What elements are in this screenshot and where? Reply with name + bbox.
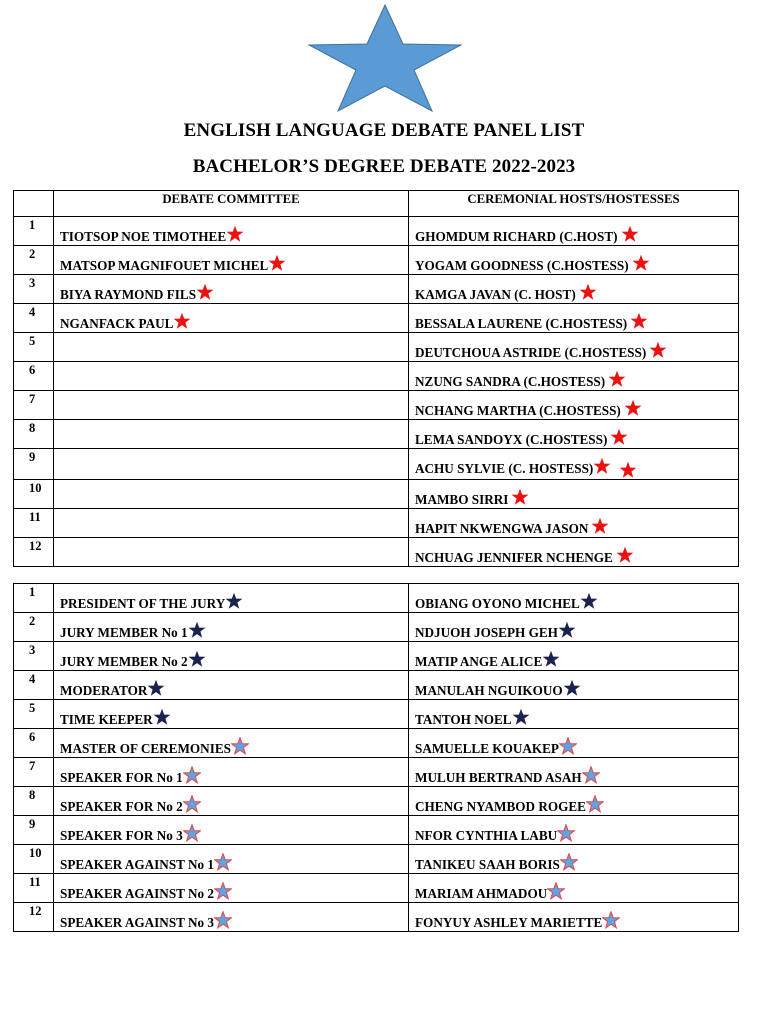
table-row [14, 758, 739, 787]
role-cell [54, 729, 409, 758]
name-cell [409, 729, 739, 758]
name-text: OBIANG OYONO MICHEL [415, 596, 580, 611]
table-row [14, 642, 739, 671]
role-cell [54, 509, 409, 538]
role-text: MATSOP MAGNIFOUET MICHEL [60, 258, 269, 273]
name-text: FONYUY ASHLEY MARIETTE [415, 915, 603, 930]
name-cell [409, 538, 739, 567]
table-row [14, 420, 739, 449]
blue-star-icon [231, 737, 249, 755]
red-star-icon [630, 312, 648, 330]
role-text: SPEAKER AGAINST No 3 [60, 915, 215, 930]
name-text: MANULAH NGUIKOUO [415, 683, 563, 698]
name-cell [409, 480, 739, 509]
table-row [14, 874, 739, 903]
name-cell [409, 217, 739, 246]
name-cell [409, 845, 739, 874]
table-row [14, 304, 739, 333]
role-cell [54, 816, 409, 845]
table-row [14, 391, 739, 420]
table-row [14, 449, 739, 480]
name-cell [409, 700, 739, 729]
role-cell [54, 845, 409, 874]
name-text: KAMGA JAVAN (C. HOST) [415, 287, 576, 302]
table-row [14, 671, 739, 700]
red-star-icon [173, 312, 191, 330]
header-ceremonial-hosts: CEREMONIAL HOSTS/HOSTESSES [409, 191, 739, 217]
row-number: 9 [14, 816, 54, 845]
header-debate-committee: DEBATE COMMITTEE [54, 191, 409, 217]
table-row [14, 729, 739, 758]
row-number: 8 [14, 420, 54, 449]
role-text: JURY MEMBER No 2 [60, 654, 188, 669]
row-number: 7 [14, 758, 54, 787]
role-text: SPEAKER FOR No 2 [60, 799, 183, 814]
name-text: CHENG NYAMBOD ROGEE [415, 799, 586, 814]
row-number: 12 [14, 538, 54, 567]
role-cell [54, 671, 409, 700]
red-star-icon [610, 428, 628, 446]
name-cell [409, 509, 739, 538]
blue-star-icon [559, 737, 577, 755]
table-row [14, 509, 739, 538]
red-star-icon [624, 399, 642, 417]
name-cell [409, 304, 739, 333]
red-star-icon [591, 517, 609, 535]
name-cell [409, 787, 739, 816]
name-text: NCHANG MARTHA (C.HOSTESS) [415, 403, 621, 418]
name-cell [409, 275, 739, 304]
role-cell [54, 584, 409, 613]
navy-star-icon [153, 708, 171, 726]
role-text: NGANFACK PAUL [60, 316, 174, 331]
table-row [14, 787, 739, 816]
role-cell [54, 642, 409, 671]
role-cell [54, 903, 409, 932]
role-text: TIME KEEPER [60, 712, 153, 727]
name-cell [409, 903, 739, 932]
table-header-row [14, 191, 739, 217]
role-cell [54, 449, 409, 480]
name-text: TANIKEU SAAH BORIS [415, 857, 560, 872]
name-cell [409, 758, 739, 787]
navy-star-icon [542, 650, 560, 668]
name-text: MAMBO SIRRI [415, 492, 509, 507]
role-cell [54, 758, 409, 787]
table-row [14, 845, 739, 874]
row-number: 5 [14, 700, 54, 729]
role-text: SPEAKER AGAINST No 2 [60, 886, 215, 901]
red-star-icon [619, 461, 637, 479]
name-text: ACHU SYLVIE (C. HOSTESS) [415, 461, 594, 476]
table-row [14, 584, 739, 613]
name-text: MULUH BERTRAND ASAH [415, 770, 582, 785]
blue-star-icon [582, 766, 600, 784]
red-star-icon [616, 546, 634, 564]
table-row [14, 480, 739, 509]
role-cell [54, 391, 409, 420]
row-number: 6 [14, 362, 54, 391]
blue-star-icon [183, 766, 201, 784]
row-number: 1 [14, 217, 54, 246]
row-number: 3 [14, 642, 54, 671]
table-row [14, 246, 739, 275]
role-text: BIYA RAYMOND FILS [60, 287, 197, 302]
navy-star-icon [512, 708, 530, 726]
header-number-cell [14, 191, 54, 217]
table-row [14, 903, 739, 932]
name-text: NCHUAG JENNIFER NCHENGE [415, 550, 613, 565]
blue-star-icon [560, 853, 578, 871]
blue-star-icon [214, 882, 232, 900]
role-cell [54, 304, 409, 333]
navy-star-icon [563, 679, 581, 697]
table-row [14, 275, 739, 304]
row-number: 4 [14, 671, 54, 700]
name-cell [409, 362, 739, 391]
navy-star-icon [188, 621, 206, 639]
blue-star-icon [183, 795, 201, 813]
table-row [14, 816, 739, 845]
role-cell [54, 787, 409, 816]
role-text: MODERATOR [60, 683, 148, 698]
document-title: ENGLISH LANGUAGE DEBATE PANEL LIST [183, 120, 585, 141]
role-text: SPEAKER FOR No 3 [60, 828, 183, 843]
row-number: 10 [14, 845, 54, 874]
red-star-icon [608, 370, 626, 388]
row-number: 11 [14, 509, 54, 538]
role-cell [54, 333, 409, 362]
name-cell [409, 391, 739, 420]
table-row [14, 333, 739, 362]
row-number: 5 [14, 333, 54, 362]
blue-star-icon [214, 853, 232, 871]
name-text: NDJUOH JOSEPH GEH [415, 625, 558, 640]
red-star-icon [226, 225, 244, 243]
table-row [14, 362, 739, 391]
committee-hosts-table [13, 190, 739, 567]
name-text: SAMUELLE KOUAKEP [415, 741, 559, 756]
blue-star-icon [547, 882, 565, 900]
navy-star-icon [558, 621, 576, 639]
name-cell [409, 816, 739, 845]
role-cell [54, 613, 409, 642]
role-cell [54, 217, 409, 246]
navy-star-icon [147, 679, 165, 697]
navy-star-icon [580, 592, 598, 610]
name-text: GHOMDUM RICHARD (C.HOST) [415, 229, 618, 244]
name-text: LEMA SANDOYX (C.HOSTESS) [415, 432, 608, 447]
name-cell [409, 449, 739, 480]
red-star-icon [579, 283, 597, 301]
table-row [14, 217, 739, 246]
name-cell [409, 642, 739, 671]
row-number: 6 [14, 729, 54, 758]
name-text: DEUTCHOUA ASTRIDE (C.HOSTESS) [415, 345, 647, 360]
red-star-icon [649, 341, 667, 359]
role-cell [54, 874, 409, 903]
role-cell [54, 700, 409, 729]
name-cell [409, 584, 739, 613]
name-text: HAPIT NKWENGWA JASON [415, 521, 589, 536]
row-number: 7 [14, 391, 54, 420]
role-text: PRESIDENT OF THE JURY [60, 596, 226, 611]
role-text: MASTER OF CEREMONIES [60, 741, 231, 756]
table-row [14, 700, 739, 729]
table-row [14, 613, 739, 642]
blue-star-icon [214, 911, 232, 929]
row-number: 1 [14, 584, 54, 613]
name-text: NZUNG SANDRA (C.HOSTESS) [415, 374, 606, 389]
name-text: BESSALA LAURENE (C.HOSTESS) [415, 316, 628, 331]
name-text: MARIAM AHMADOU [415, 886, 548, 901]
red-star-icon [511, 488, 529, 506]
role-text: JURY MEMBER No 1 [60, 625, 188, 640]
role-text: SPEAKER AGAINST No 1 [60, 857, 215, 872]
navy-star-icon [225, 592, 243, 610]
role-text: TIOTSOP NOE TIMOTHEE [60, 229, 227, 244]
table-row [14, 538, 739, 567]
blue-star-logo-icon [308, 4, 462, 112]
role-cell [54, 420, 409, 449]
red-star-icon [593, 457, 611, 475]
name-cell [409, 613, 739, 642]
row-number: 9 [14, 449, 54, 480]
red-star-icon [196, 283, 214, 301]
red-star-icon [632, 254, 650, 272]
name-cell [409, 246, 739, 275]
row-number: 8 [14, 787, 54, 816]
name-text: NFOR CYNTHIA LABU [415, 828, 558, 843]
role-text: SPEAKER FOR No 1 [60, 770, 183, 785]
row-number: 2 [14, 613, 54, 642]
role-cell [54, 275, 409, 304]
name-text: TANTOH NOEL [415, 712, 512, 727]
document-subtitle: BACHELOR’S DEGREE DEBATE 2022-2023 [192, 156, 576, 177]
role-cell [54, 538, 409, 567]
name-cell [409, 333, 739, 362]
jury-speakers-table [13, 583, 739, 932]
red-star-icon [268, 254, 286, 272]
blue-star-icon [602, 911, 620, 929]
role-cell [54, 246, 409, 275]
row-number: 11 [14, 874, 54, 903]
name-cell [409, 874, 739, 903]
name-text: YOGAM GOODNESS (C.HOSTESS) [415, 258, 629, 273]
row-number: 10 [14, 480, 54, 509]
row-number: 12 [14, 903, 54, 932]
role-cell [54, 362, 409, 391]
name-text: MATIP ANGE ALICE [415, 654, 543, 669]
blue-star-icon [183, 824, 201, 842]
role-cell [54, 480, 409, 509]
row-number: 3 [14, 275, 54, 304]
blue-star-icon [557, 824, 575, 842]
row-number: 4 [14, 304, 54, 333]
red-star-icon [621, 225, 639, 243]
row-number: 2 [14, 246, 54, 275]
navy-star-icon [188, 650, 206, 668]
blue-star-icon [586, 795, 604, 813]
name-cell [409, 671, 739, 700]
name-cell [409, 420, 739, 449]
